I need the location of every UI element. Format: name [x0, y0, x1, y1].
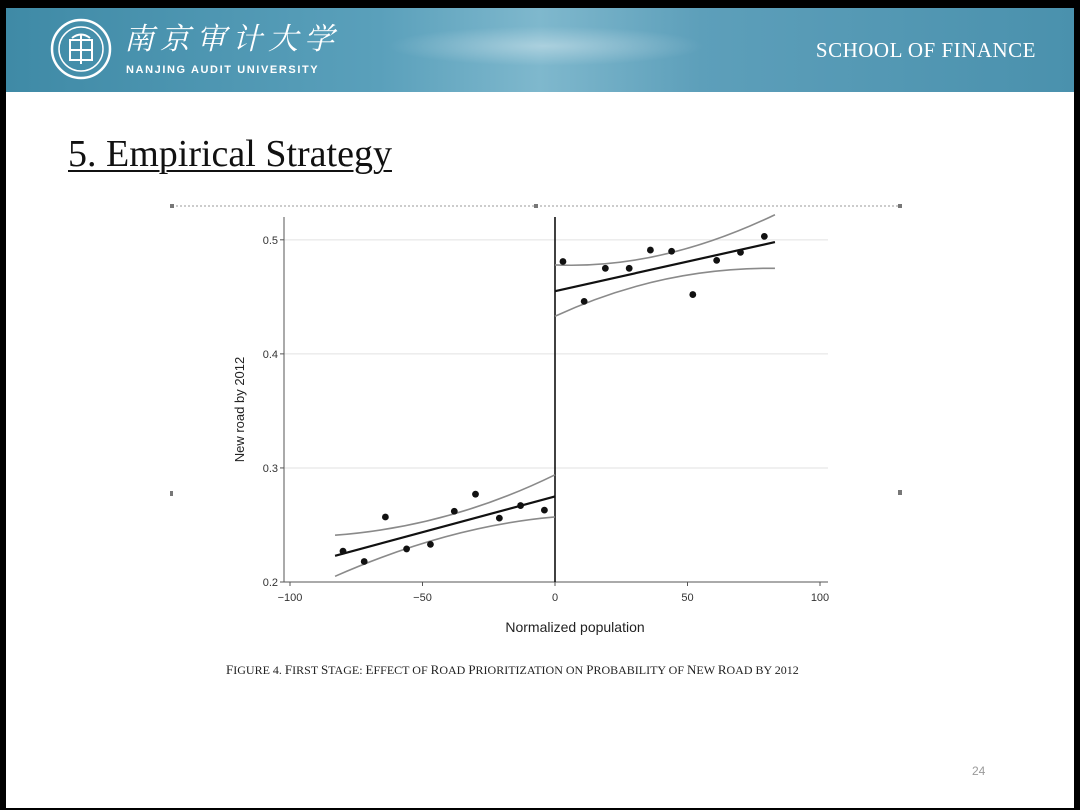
university-name-english: NANJING AUDIT UNIVERSITY: [126, 64, 320, 76]
data-point: [668, 248, 675, 255]
data-point: [541, 507, 548, 514]
resize-handle-top-left[interactable]: [170, 204, 174, 208]
slide-title: 5. Empirical Strategy: [68, 133, 392, 175]
y-tick-label: 0.4: [262, 348, 278, 361]
data-point: [496, 515, 503, 522]
x-tick-label: 0: [551, 592, 559, 604]
data-point: [761, 233, 768, 240]
data-point: [517, 502, 524, 509]
y-tick-label: 0.5: [262, 234, 278, 247]
data-point: [382, 514, 389, 521]
x-tick-label: 100: [810, 592, 830, 604]
y-tick-label: 0.3: [262, 462, 278, 475]
university-name-chinese: 南京审计大学: [124, 22, 340, 57]
data-point: [361, 558, 368, 565]
resize-handle-top[interactable]: [534, 204, 538, 208]
data-point: [581, 298, 588, 305]
figure-caption: FIGURE 4. FIRST STAGE: EFFECT OF ROAD PRIORITIZATION ON PROBABILITY OF NEW ROAD BY 2012: [226, 662, 799, 677]
slide-number: 24: [972, 764, 986, 778]
x-axis-label: Normalized population: [505, 619, 645, 635]
x-tick-label: −50: [413, 592, 432, 604]
data-point: [340, 548, 347, 555]
data-point: [602, 265, 609, 272]
data-point: [472, 491, 479, 498]
slide: [6, 8, 1074, 808]
data-point: [451, 508, 458, 515]
chart-canvas: [6, 8, 1074, 808]
resize-handle-right[interactable]: [898, 490, 902, 495]
data-point: [689, 291, 696, 298]
data-point: [560, 258, 567, 265]
resize-handle-top-right[interactable]: [898, 204, 902, 208]
data-point: [427, 541, 434, 548]
selection-frame: [170, 204, 902, 496]
data-point: [403, 546, 410, 553]
data-point: [713, 257, 720, 264]
y-axis-label: New road by 2012: [232, 356, 247, 463]
x-tick-label: 50: [681, 592, 694, 604]
x-tick-label: −100: [277, 592, 303, 604]
data-point: [626, 265, 633, 272]
resize-handle-left[interactable]: [170, 491, 173, 496]
school-name: SCHOOL OF FINANCE: [815, 38, 1036, 62]
data-point: [647, 247, 654, 254]
ci-lower-right: [555, 268, 775, 316]
data-point: [737, 249, 744, 256]
y-tick-label: 0.2: [262, 577, 278, 589]
